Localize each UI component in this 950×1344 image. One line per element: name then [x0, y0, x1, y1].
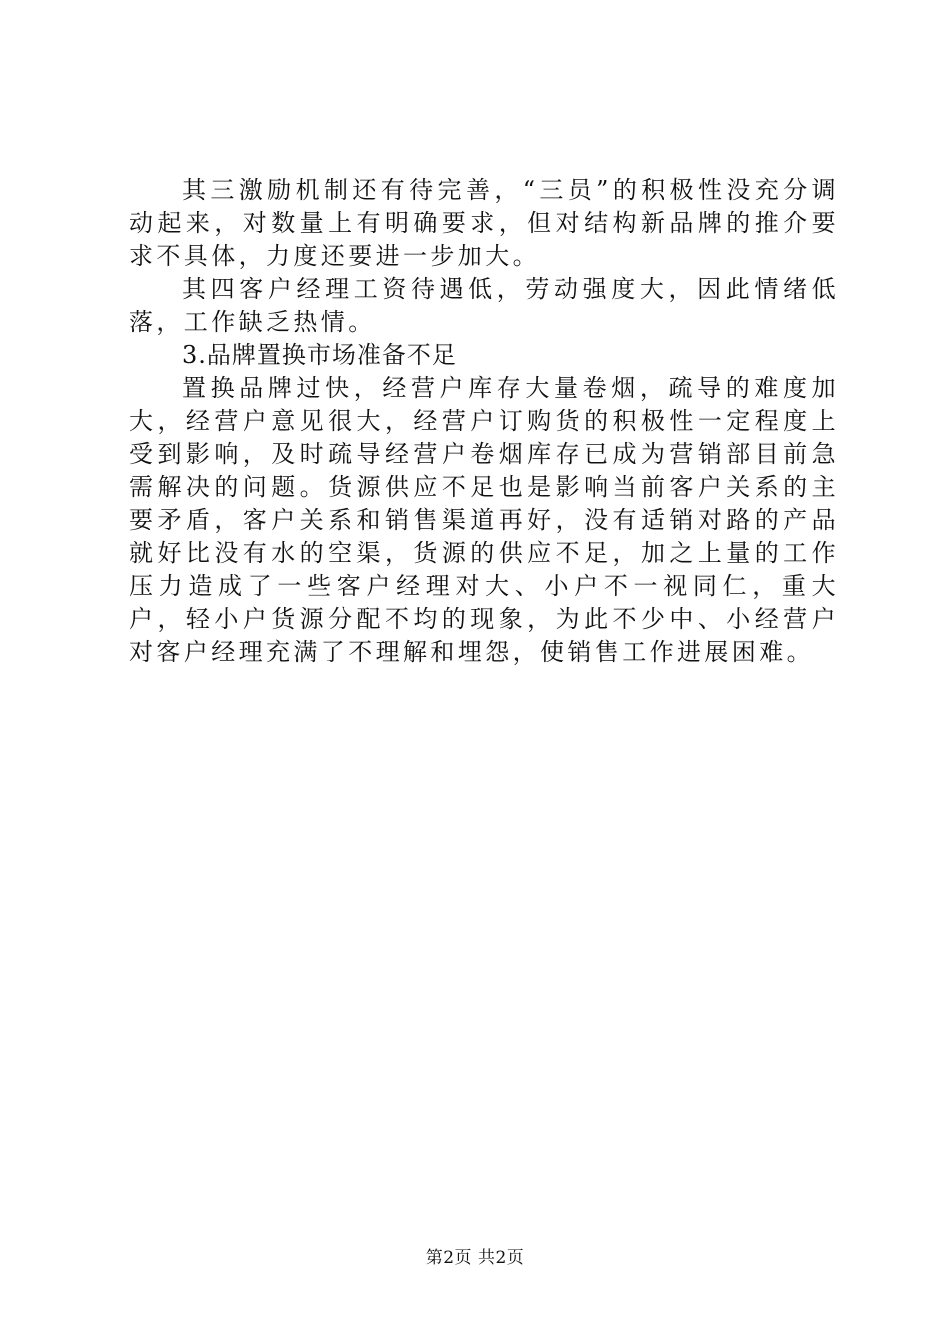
document-body: [129, 174, 839, 669]
section-heading-brand-replacement: 3.品牌置换市场准备不足: [182, 341, 457, 369]
page-number-footer: 第2页 共2页: [425, 1248, 525, 1268]
paragraph-account-manager-pay: 其四客户经理工资待遇低，劳动强度大，因此情绪低落，工作缺乏热情。: [129, 275, 839, 336]
paragraph-brand-replacement: 置换品牌过快，经营户库存大量卷烟，疏导的难度加大，经营户意见很大，经营户订购货的积极性一定程度上受到影响，及时疏导经营户卷烟库存已成为营销部目前急需解决的问题。货源供应不足也是影响当前客户关系的主要矛盾，客户关系和销售渠道再好，没有适销对路的产品就好比没有水的空渠，货源的供应不足，加之上量的工作压力造成了一些客户经理对大、小户不一视同仁，重大户，轻小户货源分配不均的现象，为此不少中、小经营户对客户经理充满了不理解和埋怨，使销售工作进展困难。: [129, 374, 839, 666]
paragraph-incentive-mechanism: 其三激励机制还有待完善，“三员”的积极性没充分调动起来，对数量上有明确要求，但对结构新品牌的推介要求不具体，力度还要进一步加大。: [129, 176, 839, 270]
